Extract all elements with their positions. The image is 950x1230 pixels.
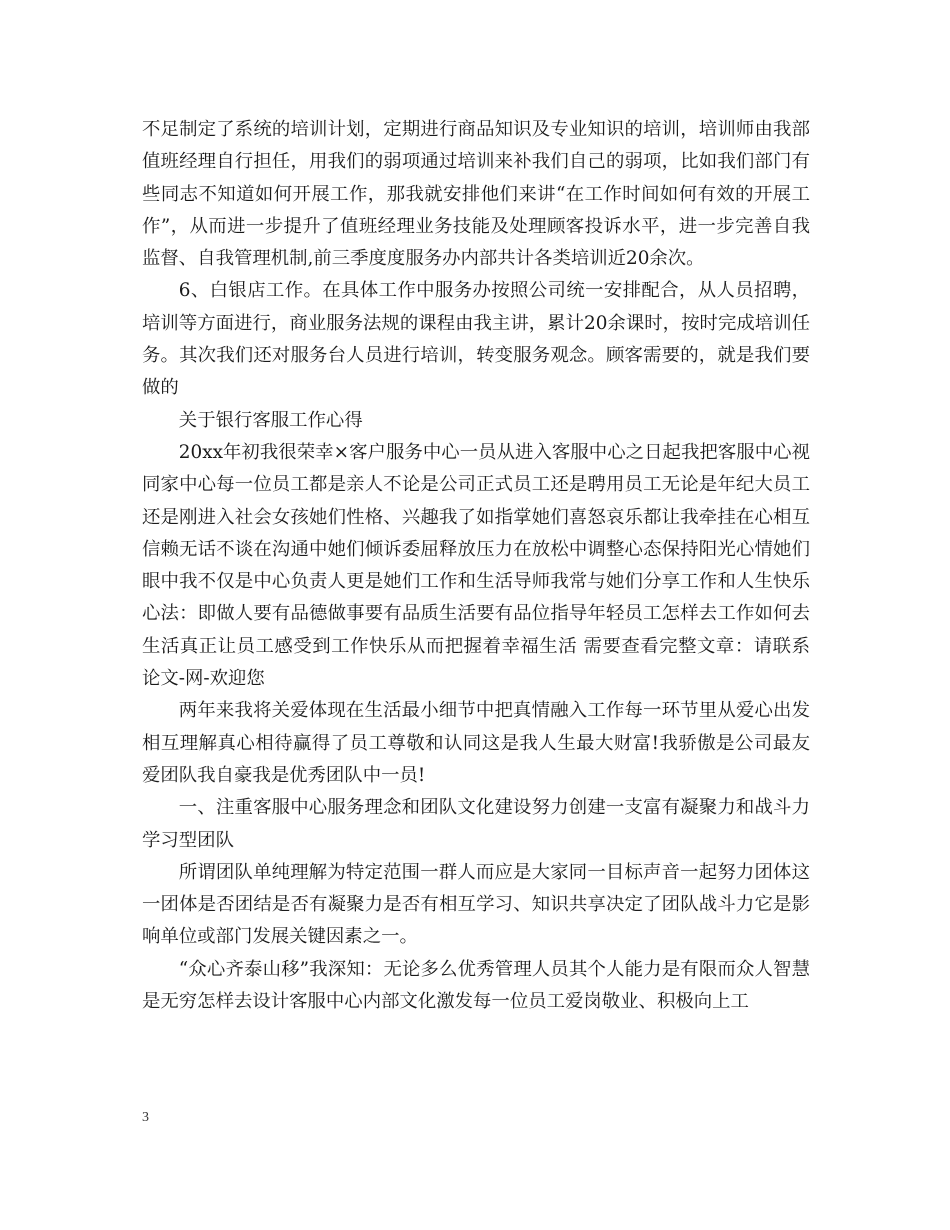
paragraph-heading-bank-service: 关于银行客服工作心得 bbox=[178, 409, 363, 431]
paragraph-training-plan: 不足制定了系统的培训计划，定期进行商品知识及专业知识的培训，培训师由我部值班经理自行担任，用我们的弱项通过培训来补我们自己的弱项，比如我们部门有些同志不知道如何开展工作，那我就安排他们来讲“在工作时间如何有效的开展工作”，从而进一步提升了值班经理业务技能及处理顾客投诉水平，进一步完善自我监督、自我管理机制,前三季度度服务办内部共计各类培训近20余次。 bbox=[142, 119, 810, 270]
paragraph-two-years-care: 两年来我将关爱体现在生活最小细节中把真情融入工作每一环节里从爱心出发相互理解真心相待赢得了员工尊敬和认同这是我人生最大财富!我骄傲是公司最友爱团队我自豪我是优秀团队中一员! bbox=[142, 700, 810, 786]
document-body bbox=[142, 114, 810, 1018]
paragraph-team-definition: 所谓团队单纯理解为特定范围一群人而应是大家同一目标声音一起努力团体这一团体是否团结是否有凝聚力是否有相互学习、知识共享决定了团队战斗力它是影响单位或部门发展关键因素之一。 bbox=[142, 861, 810, 948]
paragraph-service-center-intro: 20xx年初我很荣幸×客户服务中心一员从进入客服中心之日起我把客服中心视同家中心每一位员工都是亲人不论是公司正式员工还是聘用员工无论是年纪大员工还是刚进入社会女孩她们性格、兴趣我了如指掌她们喜怒哀乐都让我牵挂在心相互信赖无话不谈在沟通中她们倾诉委屈释放压力在放松中调整心态保持阳光心情她们眼中我不仅是中心负责人更是她们工作和生活导师我常与她们分享工作和人生快乐心法：即做人要有品德做事要有品质生活要有品位指导年轻员工怎样去工作如何去生活真正让员工感受到工作快乐从而把握着幸福生活 需要查看完整文章：请联系 论文-网-欢迎您 bbox=[142, 441, 810, 690]
paragraph-united-hearts: “众心齐泰山移”我深知：无论多么优秀管理人员其个人能力是有限而众人智慧是无穷怎样去设计客服中心内部文化激发每一位员工爱岗敬业、积极向上工 bbox=[142, 958, 810, 1013]
page-number: 3 bbox=[142, 1110, 149, 1125]
paragraph-section-one-heading: 一、注重客服中心服务理念和团队文化建设努力创建一支富有凝聚力和战斗力学习型团队 bbox=[142, 797, 810, 851]
paragraph-baiyin-store: 6、白银店工作。在具体工作中服务办按照公司统一安排配合，从人员招聘，培训等方面进行，商业服务法规的课程由我主讲，累计20余课时，按时完成培训任务。其次我们还对服务台人员进行培训，转变服务观念。顾客需要的，就是我们要做的 bbox=[142, 280, 810, 399]
